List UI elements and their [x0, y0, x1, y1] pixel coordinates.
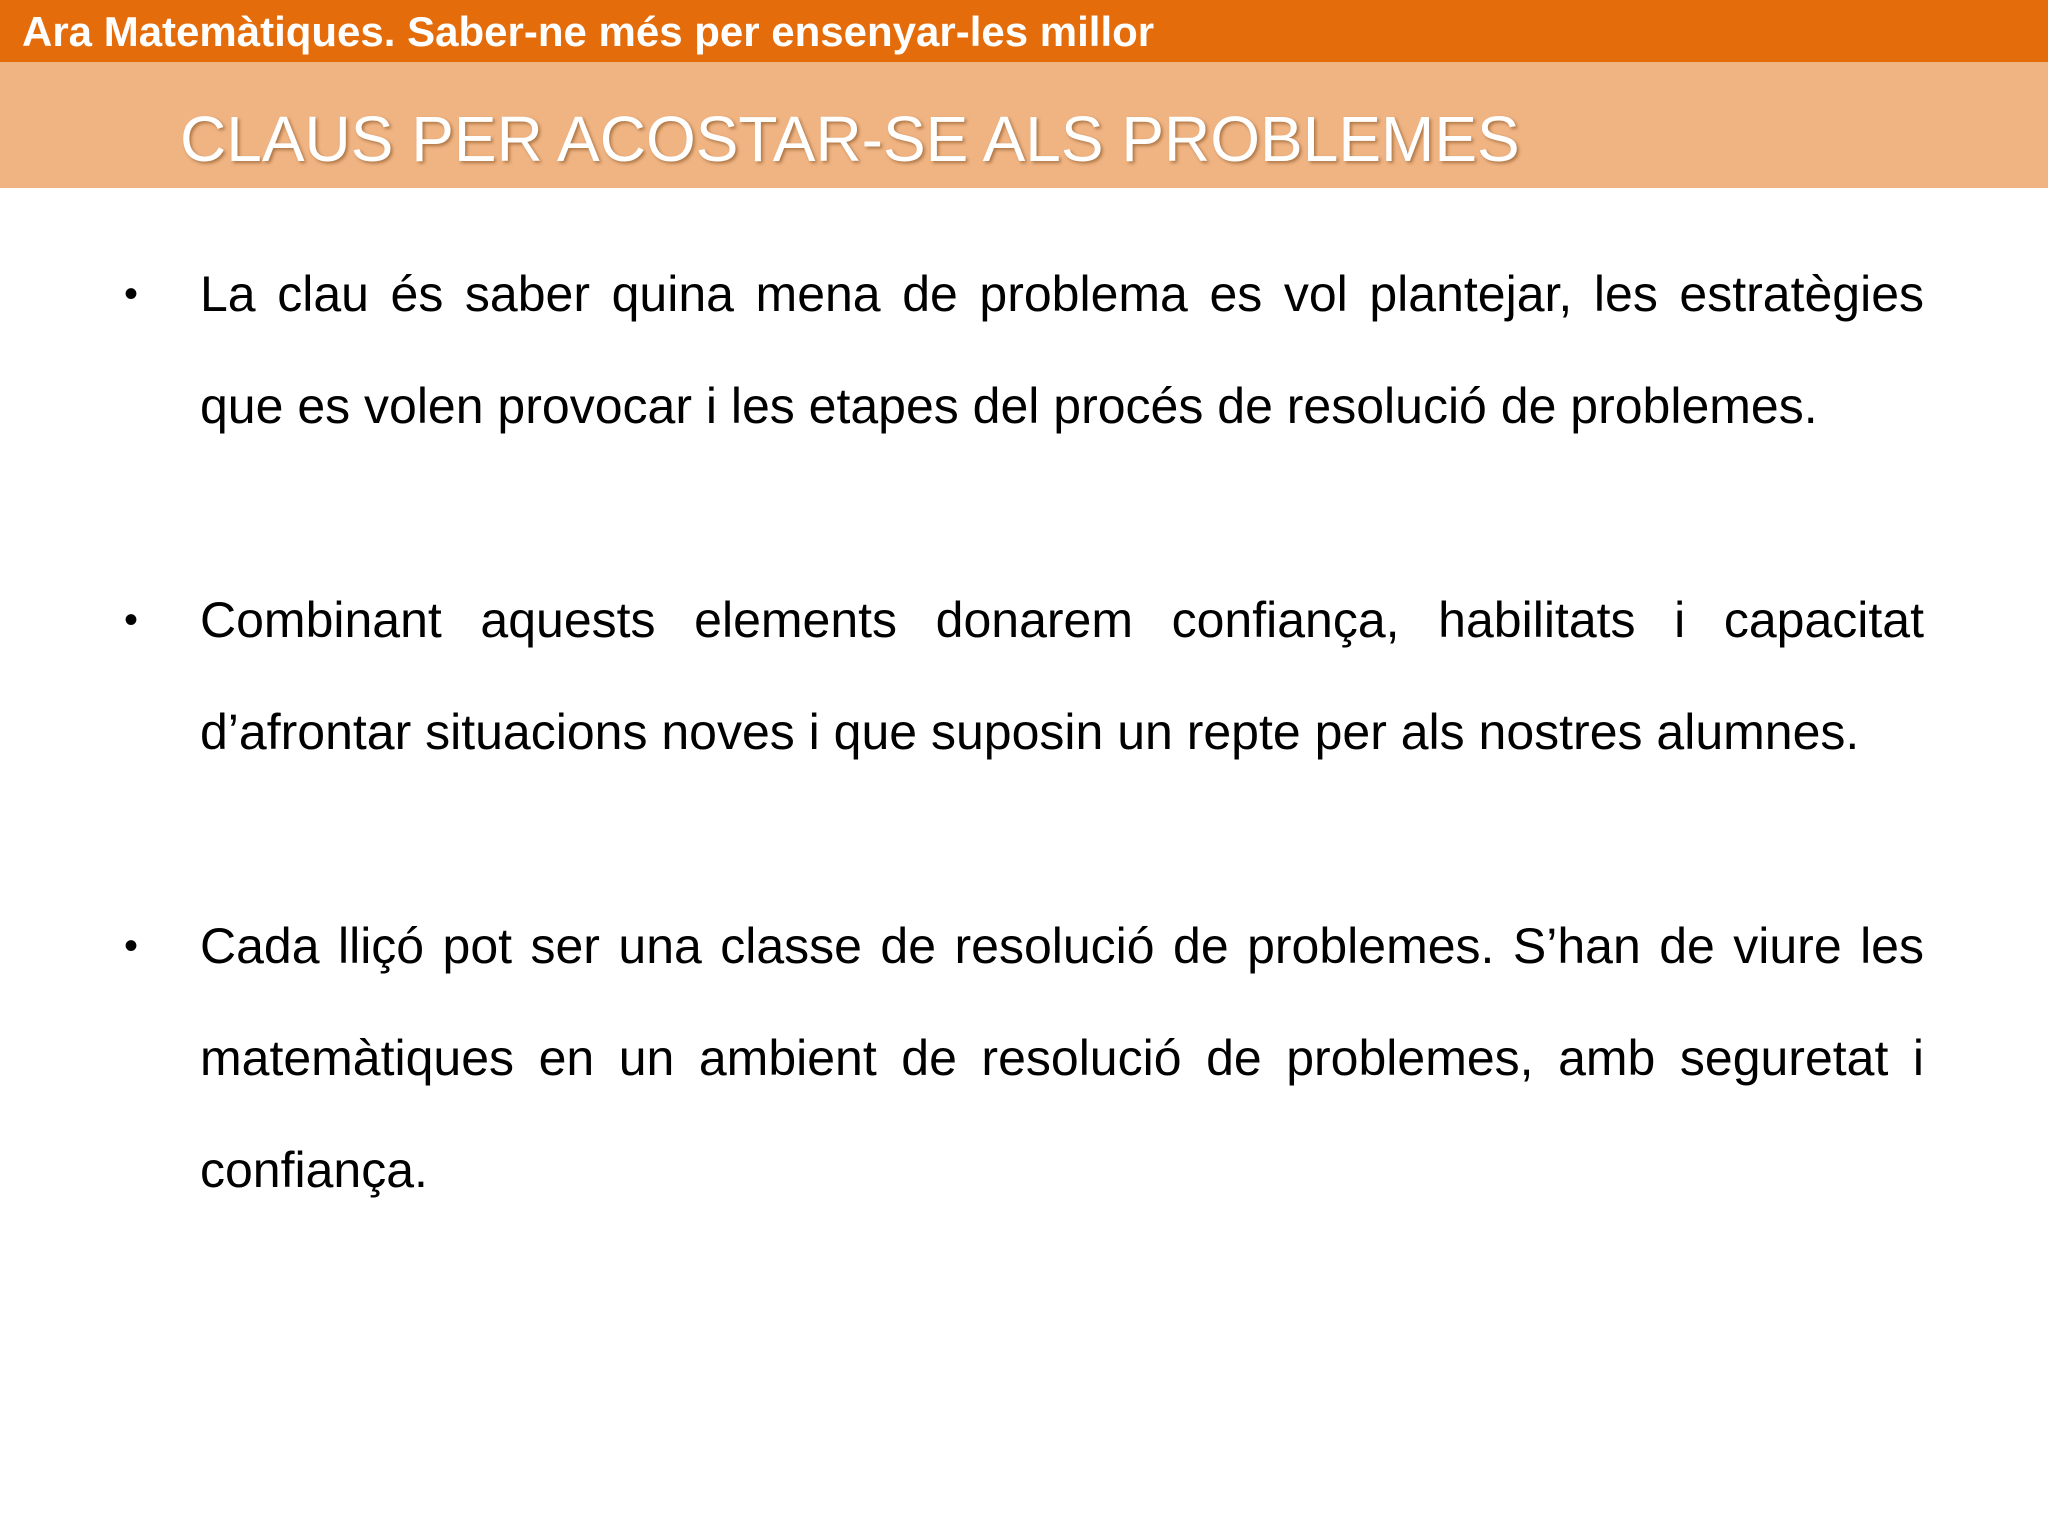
bullet-icon: • [124, 598, 139, 642]
bullet-item [120, 564, 1924, 788]
bullet-text: Cada lliçó pot ser una classe de resolució de problemes. S’han de viure les matemàtiques en un ambient de resolució de problemes, amb seguretat i confiança. [200, 918, 1924, 1198]
bullet-text: Combinant aquests elements donarem confiança, habilitats i capacitat d’afrontar situacions noves i que suposin un repte per als nostres alumnes. [200, 592, 1924, 760]
bullet-icon: • [124, 924, 139, 968]
bullet-icon: • [124, 272, 139, 316]
bullet-text: La clau és saber quina mena de problema es vol plantejar, les estratègies que es volen provocar i les etapes del procés de resolució de problemes. [200, 266, 1924, 434]
header-title: Ara Matemàtiques. Saber-ne més per ensenyar-les millor [22, 8, 1155, 55]
slide-title: CLAUS PER ACOSTAR-SE ALS PROBLEMES [180, 103, 1520, 175]
bullet-item [120, 238, 1924, 462]
bullet-item [120, 890, 1924, 1226]
bullet-list [120, 238, 1924, 1328]
